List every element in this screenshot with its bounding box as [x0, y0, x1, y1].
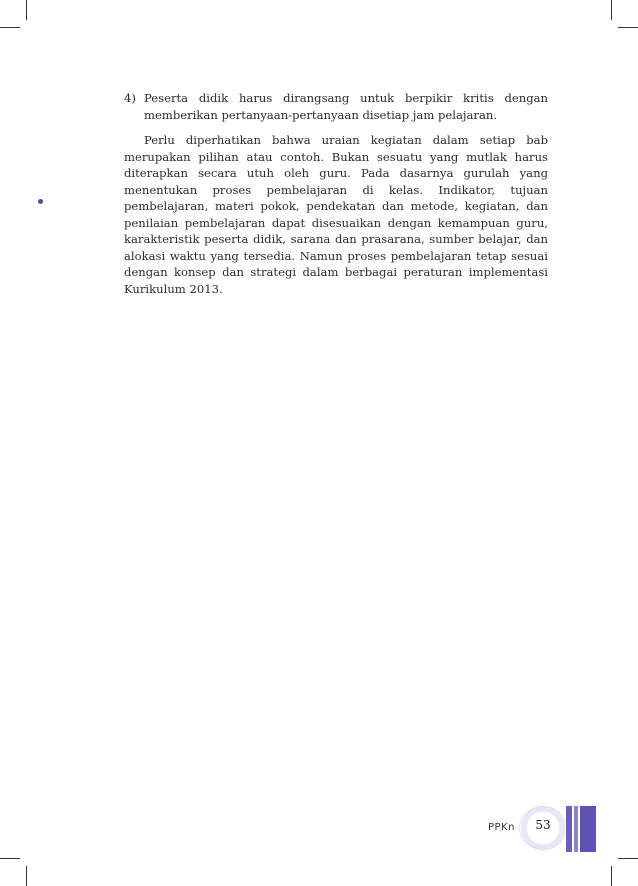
crop-mark-top-left-h: [0, 27, 20, 28]
crop-mark-top-right: [611, 0, 612, 20]
crop-mark-bottom-right: [611, 866, 612, 886]
crop-mark-top-left: [26, 0, 27, 20]
crop-mark-top-right-h: [618, 27, 638, 28]
subject-label: PPKn: [488, 822, 515, 833]
decorative-bar: [574, 806, 578, 852]
list-item: [124, 90, 548, 123]
decorative-bar: [566, 806, 572, 852]
crop-mark-bottom-right-h: [618, 858, 638, 859]
registration-dot: [38, 199, 43, 204]
page-number: 53: [535, 818, 551, 832]
list-text: Peserta didik harus dirangsang untuk berpikir kritis dengan memberikan pertanyaan-pertanyaan disetiap jam pelajaran.: [144, 91, 548, 122]
crop-mark-bottom-left: [26, 866, 27, 886]
crop-mark-bottom-left-h: [0, 858, 20, 859]
page-body: [124, 90, 548, 309]
list-number: 4): [124, 91, 136, 105]
decorative-bar: [580, 806, 596, 852]
body-paragraph: Perlu diperhatikan bahwa uraian kegiatan dalam setiap bab merupakan pilihan atau contoh. Bukan sesuatu yang mutlak harus diterapkan secara utuh oleh guru. Pada dasarnya gurulah yang menentukan proses pembelajaran di kelas. Indikator, tujuan pembelajaran, materi pokok, pendekatan dan metode, kegiatan, dan penilaian pembelajaran dapat disesuaikan dengan kemampuan guru, karakteristik peserta didik, sarana dan prasarana, sumber belajar, dan alokasi waktu yang tersedia. Namun proses pembelajaran tetap sesuai dengan konsep dan strategi dalam berbagai peraturan implementasi Kurikulum 2013.: [124, 133, 548, 296]
